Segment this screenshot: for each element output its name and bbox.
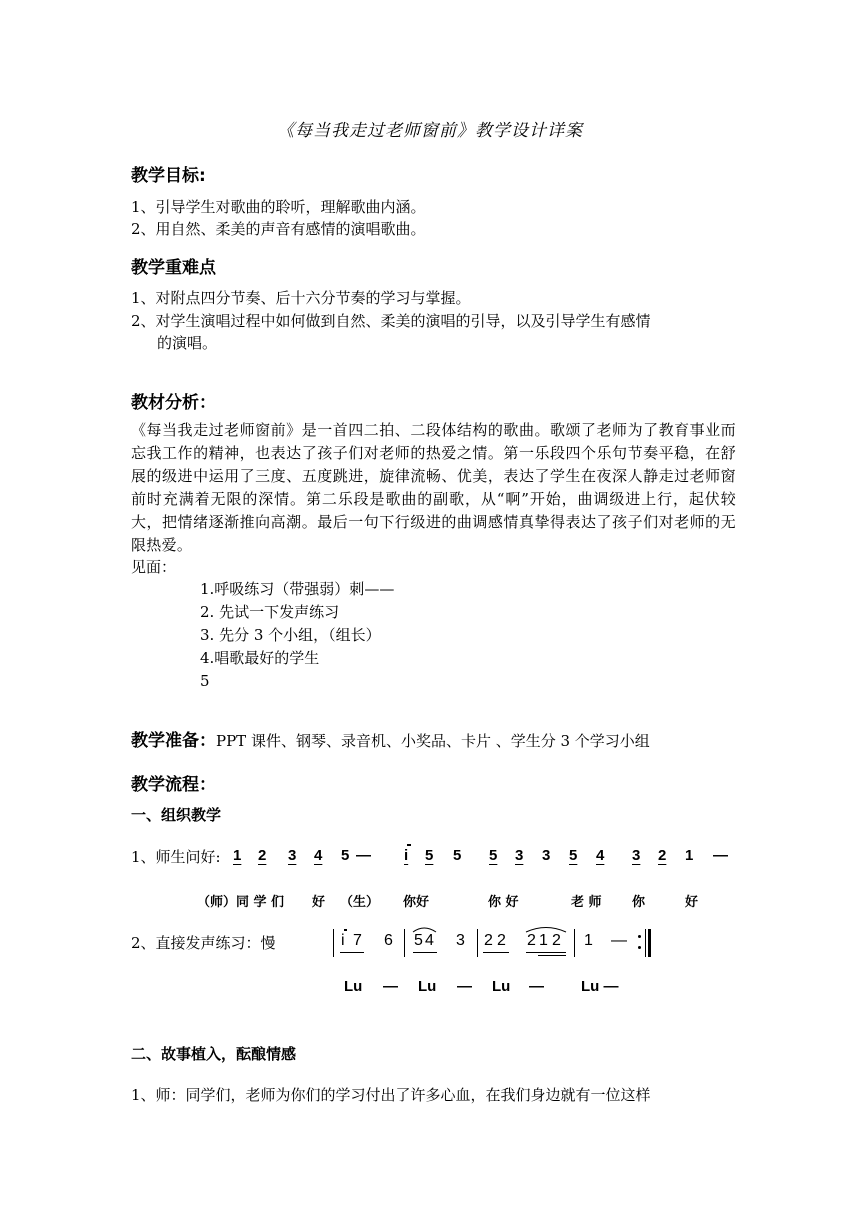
meeting-item-1: 1.呼吸练习（带强弱）刺—— [200, 580, 395, 598]
note: 5 [425, 847, 434, 864]
preparation-label: 教学准备： [131, 731, 216, 751]
beam [526, 952, 566, 953]
objective-item-1: 1、引导学生对歌曲的聆听，理解歌曲内涵。 [131, 198, 426, 216]
note: 4 [596, 847, 605, 864]
section-1-heading: 一、组织教学 [131, 806, 222, 824]
high-dot [344, 929, 347, 931]
note: 6 [384, 932, 393, 949]
story-line: 1、师：同学们，老师为你们的学习付出了许多心血，在我们身边就有一位这样 [131, 1086, 651, 1104]
beam [483, 952, 509, 953]
meeting-item-4: 4.唱歌最好的学生 [200, 649, 320, 667]
lu-syllable: Lu [344, 978, 363, 995]
note: 3 [632, 847, 641, 864]
preparation-text: PPT 课件、钢琴、录音机、小奖品、卡片 、学生分 3 个学习小组 [216, 732, 650, 750]
note: 5 [341, 847, 350, 864]
lyric: 老 师 [571, 895, 602, 910]
objective-item-2: 2、用自然、柔美的声音有感情的演唱歌曲。 [131, 220, 426, 238]
lu-syllable: Lu [418, 978, 437, 995]
lyric: 好 [685, 895, 699, 910]
slur-marks [340, 924, 860, 934]
note: 3 [288, 847, 297, 864]
greeting-label: 1、师生问好: [131, 848, 221, 866]
repeat-dot [638, 935, 641, 938]
lyric: 你 好 [488, 895, 519, 910]
note: 1 [685, 847, 694, 864]
dash: — [611, 932, 627, 949]
note: 1 [233, 847, 242, 864]
barline [333, 929, 334, 957]
process-heading: 教学流程： [131, 775, 216, 795]
key-point-item-2: 2、对学生演唱过程中如何做到自然、柔美的演唱的引导，以及引导学生有感情 [131, 312, 651, 330]
note: 3 [515, 847, 524, 864]
key-point-item-1: 1、对附点四分节奏、后十六分节奏的学习与掌握。 [131, 289, 471, 307]
note: 4 [425, 932, 434, 949]
note: 2 [552, 932, 561, 949]
meeting-item-3: 3. 先分 3 个小组，（组长） [200, 626, 381, 644]
note: 2 [527, 932, 536, 949]
page-title: 《每当我走过老师窗前》教学设计详案 [277, 121, 583, 141]
analysis-heading: 教材分析： [131, 393, 216, 413]
lyric: （生） [340, 895, 380, 910]
lyric: （师）同 学 们 [197, 895, 285, 910]
repeat-dot [638, 946, 641, 949]
note: 7 [353, 932, 362, 949]
dash: — [529, 978, 544, 995]
note-high: i [404, 847, 409, 864]
note: 4 [314, 847, 323, 864]
note: 1 [539, 932, 548, 949]
lyric: 你 [632, 895, 646, 910]
key-point-item-2-cont: 的演唱。 [157, 334, 218, 352]
dash: — [457, 978, 472, 995]
dash: — [383, 978, 398, 995]
note: 5 [414, 932, 423, 949]
preparation-line [131, 726, 650, 753]
meeting-item-2: 2. 先试一下发声练习 [200, 603, 340, 621]
section-2-heading: 二、故事植入，酝酿情感 [131, 1045, 297, 1063]
dash: — [356, 847, 371, 864]
note: 2 [658, 847, 667, 864]
note-high: i [341, 932, 345, 949]
vocal-label: 2、直接发声练习：慢 [131, 934, 276, 952]
beam [340, 952, 364, 953]
meeting-label: 见面： [131, 558, 177, 576]
note: 2 [258, 847, 267, 864]
note: 2 [484, 932, 493, 949]
note: 3 [542, 847, 551, 864]
key-points-heading: 教学重难点 [131, 258, 216, 278]
lyric: 你好 [403, 895, 430, 910]
beam [538, 955, 566, 956]
note: 3 [456, 932, 465, 949]
high-dot [407, 844, 411, 846]
lu-syllable: Lu [492, 978, 511, 995]
note: 5 [489, 847, 498, 864]
lu-syllable: Lu — [581, 978, 619, 995]
lyric: 好 [312, 895, 326, 910]
objectives-heading: 教学目标: [131, 166, 206, 186]
dash: — [713, 847, 728, 864]
note: 2 [497, 932, 506, 949]
note: 5 [453, 847, 462, 864]
beam [413, 952, 437, 953]
meeting-item-5: 5 [200, 672, 210, 690]
note: 1 [584, 932, 593, 949]
note: 5 [569, 847, 578, 864]
analysis-paragraph: 《每当我走过老师窗前》是一首四二拍、二段体结构的歌曲。歌颂了老师为了教育事业而忘我工作的精神，也表达了孩子们对老师的热爱之情。第一乐段四个乐句节奏平稳，在舒展的级进中运用了三度、五度跳进，旋律流畅、优美，表达了学生在夜深人静走过老师窗前时充满着无限的深情。第二乐段是歌曲的副歌，从“啊”开始，曲调级进上行，起伏较大，把情绪逐渐推向高潮。最后一句下行级进的曲调感情真挚得表达了孩子们对老师的无限热爱。 [131, 421, 736, 554]
